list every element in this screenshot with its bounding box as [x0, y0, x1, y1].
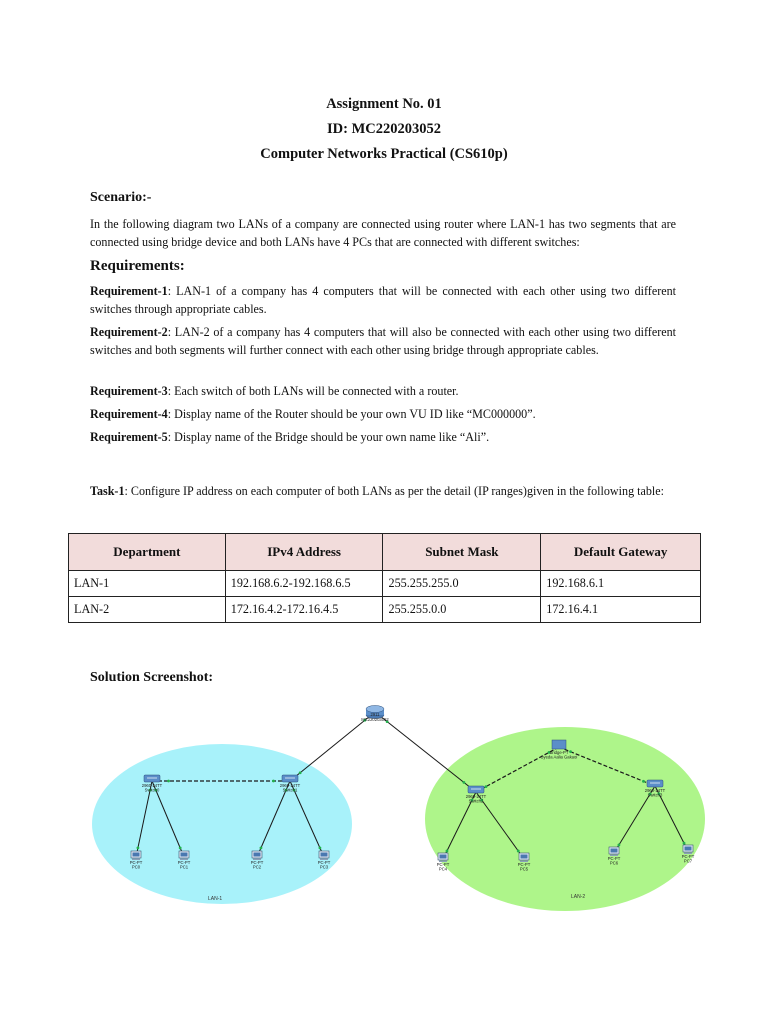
pc-screen [685, 847, 692, 851]
pc-name-label: PC7 [683, 858, 693, 864]
link-status-light [485, 785, 488, 788]
switch-name-label: Switch3 [647, 792, 663, 798]
requirement-text: : LAN-1 of a company has 4 computers that will be connected with each other using two different switches through appropriate cables. [90, 284, 676, 316]
task-1 [90, 480, 676, 503]
pc-name-label: PC5 [519, 866, 529, 872]
cell-subnet: 255.255.255.0 [383, 571, 541, 597]
switch-icon [468, 786, 484, 793]
requirement-label: Requirement-1 [90, 284, 168, 298]
requirement-label: Requirement-5 [90, 430, 168, 444]
requirements-heading: Requirements: [90, 258, 185, 274]
pc-name-label: PC2 [252, 864, 262, 870]
pc-device[interactable] [319, 851, 329, 860]
pc-name-label: PC0 [131, 864, 141, 870]
switch-name-label: Switch2 [468, 798, 484, 804]
requirement-label: Requirement-4 [90, 407, 168, 421]
assignment-title: Assignment No. 01 [326, 96, 442, 112]
switch-name-label: Switch1 [282, 787, 298, 793]
requirement-text: : Display name of the Bridge should be your own name like “Ali”. [167, 430, 490, 444]
pc-device[interactable] [683, 845, 693, 854]
pc-type-label: PC-PT [607, 856, 621, 861]
link-status-light [167, 780, 170, 783]
pc-device[interactable] [252, 851, 262, 860]
pc-type-label: PC-PT [681, 854, 695, 859]
switch-device[interactable] [282, 775, 298, 782]
link-status-light [179, 846, 182, 849]
header-gateway: Default Gateway [541, 534, 701, 571]
pc-device[interactable] [519, 853, 529, 862]
cell-ipv4: 172.16.4.2-172.16.4.5 [225, 597, 383, 623]
router-name-label: MC220203052 [361, 717, 389, 722]
ip-table [68, 533, 701, 623]
requirement-2 [90, 323, 676, 359]
pc-type-label: PC-PT [436, 862, 450, 867]
header-subnet: Subnet Mask [383, 534, 541, 571]
pc-screen [611, 849, 618, 853]
network-topology-svg [90, 695, 706, 927]
link-status-light [683, 842, 686, 845]
header-department: Department [69, 534, 226, 571]
pc-screen [440, 855, 447, 859]
pc-name-label: PC1 [179, 864, 189, 870]
pc-device[interactable] [609, 847, 619, 856]
pc-name-label: PC6 [609, 860, 619, 866]
task-label: Task-1 [90, 484, 125, 498]
requirement-text: : Display name of the Router should be your own VU ID like “MC000000”. [167, 407, 536, 421]
link-status-light [299, 771, 302, 774]
link-status-light [260, 846, 263, 849]
course-title: Computer Networks Practical (CS610p) [260, 146, 508, 162]
pc-screen [254, 853, 261, 857]
link-status-light [569, 750, 572, 753]
network-diagram [90, 695, 706, 927]
pc-name-label: PC4 [438, 866, 448, 872]
student-id: ID: MC220203052 [327, 121, 441, 137]
requirement-4 [90, 405, 676, 423]
pc-device[interactable] [131, 851, 141, 860]
bridge-device[interactable] [552, 740, 566, 749]
link-status-light [618, 844, 621, 847]
bridge-type-label: Bridge-PT [549, 750, 569, 755]
task-text: : Configure IP address on each computer of both LANs as per the detail (IP ranges)given in the following table: [124, 484, 664, 498]
pc-type-label: PC-PT [517, 862, 531, 867]
switch-icon [647, 780, 663, 787]
link-status-light [272, 780, 275, 783]
table-row [69, 571, 701, 597]
solution-heading: Solution Screenshot: [90, 670, 214, 685]
bridge-name-label: Syeda Aalia Gakaoi [540, 754, 578, 760]
bridge-icon [552, 740, 566, 749]
pc-screen [133, 853, 140, 857]
pc-screen [181, 853, 188, 857]
pc-type-label: PC-PT [129, 860, 143, 865]
switch-name-label: Switch0 [144, 787, 160, 793]
requirement-text: : LAN-2 of a company has 4 computers that will also be connected with each other using two different switches and both segments will further connect with each other using bridge through appropriate cables. [90, 325, 676, 357]
requirement-label: Requirement-2 [90, 325, 168, 339]
requirement-text: : Each switch of both LANs will be connected with a router. [167, 384, 459, 398]
pc-name-label: PC3 [319, 864, 329, 870]
header-ipv4: IPv4 Address [225, 534, 383, 571]
switch-device[interactable] [647, 780, 663, 787]
cell-gateway: 172.16.4.1 [541, 597, 701, 623]
switch-icon [144, 775, 160, 782]
requirement-1 [90, 282, 676, 318]
cell-ipv4: 192.168.6.2-192.168.6.5 [225, 571, 383, 597]
scenario-heading: Scenario:- [90, 190, 152, 205]
switch-device[interactable] [468, 786, 484, 793]
pc-type-label: PC-PT [317, 860, 331, 865]
cell-subnet: 255.255.0.0 [383, 597, 541, 623]
link-status-light [137, 846, 140, 849]
lan1-area [92, 744, 352, 904]
pc-device[interactable] [438, 853, 448, 862]
lan1-label: LAN-1 [208, 896, 223, 902]
cell-department: LAN-2 [69, 597, 226, 623]
table-row [69, 597, 701, 623]
switch-type-label: 2960-24TT [644, 788, 666, 793]
switch-type-label: 2960-24TT [141, 783, 163, 788]
pc-device[interactable] [179, 851, 189, 860]
pc-screen [321, 853, 328, 857]
requirement-5 [90, 428, 676, 446]
table-header-row [69, 534, 701, 571]
switch-type-label: 2960-24TT [279, 783, 301, 788]
link-status-light [446, 850, 449, 853]
link-status-light [319, 846, 322, 849]
link-status-light [642, 780, 645, 783]
lan2-label: LAN-2 [571, 894, 586, 900]
switch-device[interactable] [144, 775, 160, 782]
router-type-label: 2911 [370, 712, 380, 717]
pc-screen [521, 855, 528, 859]
link-status-light [462, 781, 465, 784]
link-status-light [517, 850, 520, 853]
requirement-label: Requirement-3 [90, 384, 168, 398]
title-block [0, 92, 768, 167]
pc-type-label: PC-PT [177, 860, 191, 865]
cell-department: LAN-1 [69, 571, 226, 597]
cell-gateway: 192.168.6.1 [541, 571, 701, 597]
switch-icon [282, 775, 298, 782]
pc-type-label: PC-PT [250, 860, 264, 865]
requirement-3 [90, 382, 676, 400]
scenario-text: In the following diagram two LANs of a company are connected using router where LAN-1 has two segments that are connected using bridge device and both LANs have 4 PCs that are connected with different switches: [90, 217, 676, 249]
switch-type-label: 2960-24TT [465, 794, 487, 799]
